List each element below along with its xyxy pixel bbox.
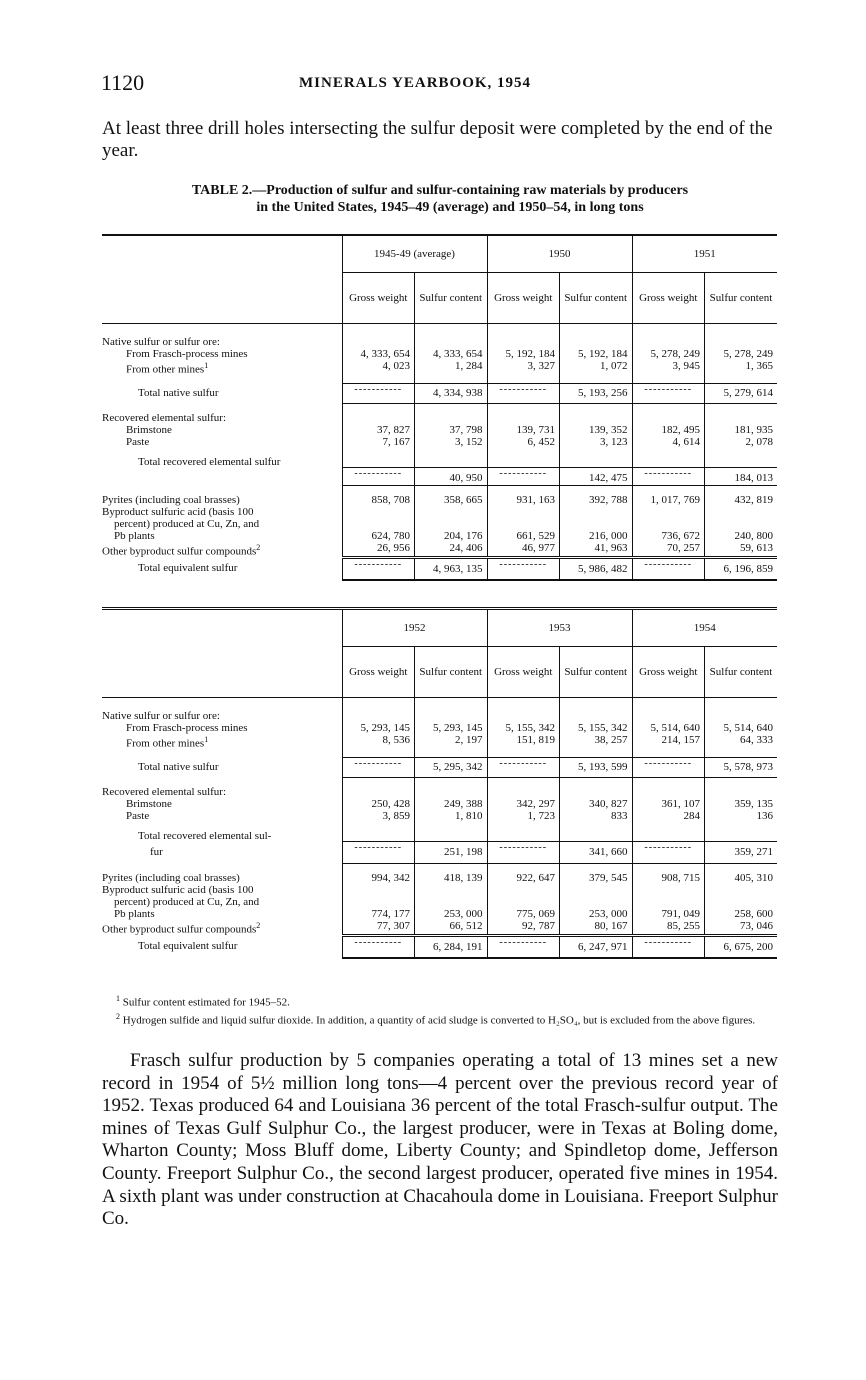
stub-header [102,235,342,273]
dash-cell: ----------- [487,842,560,864]
dash-cell: ----------- [632,384,705,404]
row-label: Total recovered elemental sul- [138,829,272,842]
gross-weight-header: Gross weight [342,273,415,324]
sub-header-row [102,647,777,698]
table-cell: 5, 514, 640 [705,722,778,734]
table-cell: 3, 945 [632,360,705,376]
gross-weight-header: Gross weight [632,273,705,324]
dash-cell: ----------- [632,758,705,778]
page-number: 1120 [101,70,145,95]
dash-cell: ----------- [487,468,560,486]
table-row [102,734,777,750]
row-label: Total equivalent sulfur [138,561,238,574]
table-row [102,698,777,723]
table-cell: 70, 257 [632,542,705,558]
group-header: 1951 [632,235,777,273]
table-cell: 5, 293, 145 [342,722,415,734]
table-cell: 736, 672 [632,506,705,542]
table-cell: 1, 810 [415,810,488,822]
table-cell: 1, 284 [415,360,488,376]
table-row [102,864,777,885]
row-label: Paste [126,435,150,448]
table-cell: 182, 495 [632,424,705,436]
table-row [102,506,777,542]
table-cell: 139, 352 [560,424,633,436]
table-cell: 6, 247, 971 [560,936,633,958]
table-cell: 359, 271 [705,842,778,864]
row-label: Other byproduct sulfur compounds$^2$ [102,921,261,936]
table-cell: 3, 152 [415,436,488,448]
table-cell: 37, 798 [415,424,488,436]
row-label: Paste [126,809,150,822]
table-cell: 4, 963, 135 [415,558,488,580]
table-row [102,722,777,734]
table-cell: 359, 135 [705,798,778,810]
footnote-2: $^2$ Hydrogen sulfide and liquid sulfur dioxide. In addition, a quantity of acid sludge is converted to H₂SO₄, but is excluded from the above figures. [116,1011,756,1027]
production-table-1952-1954 [102,607,777,959]
row-label: Other byproduct sulfur compounds$^2$ [102,543,261,558]
table-cell: 5, 986, 482 [560,558,633,580]
row-label: Total native sulfur [138,760,219,773]
table-cell: 253, 000 [415,884,488,920]
dash-cell: ----------- [487,758,560,778]
table-row [102,542,777,558]
table-cell: 931, 163 [487,486,560,507]
table-cell: 136 [705,810,778,822]
table-cell: 253, 000 [560,884,633,920]
dash-cell: ----------- [487,384,560,404]
table-cell: 833 [560,810,633,822]
row-label: Total recovered elemental sulfur [138,455,281,468]
table-cell: 4, 023 [342,360,415,376]
table-cell: 6, 196, 859 [705,558,778,580]
dash-cell: ----------- [487,558,560,580]
table-cell: 204, 176 [415,506,488,542]
row-label: Brimstone [126,423,172,436]
row-label: Pyrites (including coal brasses) [102,493,240,506]
table-row [102,324,777,349]
table-row-total [102,842,777,864]
table-cell: 361, 107 [632,798,705,810]
sulfur-content-header: Sulfur content [705,647,778,698]
dash-cell: ----------- [487,936,560,958]
group-header: 1952 [342,609,487,647]
row-label: fur [150,845,163,858]
table-cell: 5, 278, 249 [705,348,778,360]
table-cell: 5, 193, 256 [560,384,633,404]
table-cell: 258, 600 [705,884,778,920]
table-cell: 64, 333 [705,734,778,750]
table-cell: 3, 123 [560,436,633,448]
row-heading: Native sulfur or sulfur ore: [102,336,220,348]
table-cell: 342, 297 [487,798,560,810]
gross-weight-header: Gross weight [632,647,705,698]
table-cell: 216, 000 [560,506,633,542]
row-label: From other mines$^1$ [126,361,209,376]
table-row-total [102,468,777,486]
table-row [102,436,777,448]
gross-weight-header: Gross weight [342,647,415,698]
table-row [102,360,777,376]
sulfur-content-header: Sulfur content [415,273,488,324]
dash-cell: ----------- [342,384,415,404]
table-cell: 4, 333, 654 [342,348,415,360]
table-row-total [102,384,777,404]
table-cell: 46, 977 [487,542,560,558]
table-row [102,920,777,936]
table-cell: 151, 819 [487,734,560,750]
table-row [102,486,777,507]
table-cell: 392, 788 [560,486,633,507]
table-cell: 80, 167 [560,920,633,936]
table-cell: 340, 827 [560,798,633,810]
table-cell: 405, 310 [705,864,778,885]
table-cell: 77, 307 [342,920,415,936]
dash-cell: ----------- [342,842,415,864]
table-cell: 214, 157 [632,734,705,750]
table-cell: 26, 956 [342,542,415,558]
table-caption [102,182,778,216]
table-cell: 8, 536 [342,734,415,750]
group-header: 1950 [487,235,632,273]
table-cell: 5, 278, 249 [632,348,705,360]
body-paragraph: Frasch sulfur production by 5 companies operating a total of 13 mines set a new record in 1954 of 5½ million long tons—4 percent over the previous record year of 1952. Texas produced 64 and Louisiana 36 percent of the total Frasch-sulfur output. The mines of Texas Gulf Sulphur Co., the largest producer, were in Texas at Boling dome, Wharton County; Moss Bluff dome, Liberty County; and Spindletop dome, Jefferson County. Freeport Sulphur Co., the second largest producer, operated five mines in 1954. A sixth plant was under construction at Chacahoula dome in Louisiana. Freeport Sulphur Co. [102,1050,778,1230]
table-row [102,348,777,360]
table-row [102,810,777,822]
table-cell: 1, 072 [560,360,633,376]
table-cell: 85, 255 [632,920,705,936]
table-cell: 139, 731 [487,424,560,436]
table-cell: 5, 293, 145 [415,722,488,734]
table-cell: 5, 155, 342 [487,722,560,734]
table-cell: 1, 723 [487,810,560,822]
row-label: Total native sulfur [138,386,219,399]
table-cell: 5, 193, 599 [560,758,633,778]
table-cell: 284 [632,810,705,822]
dash-cell: ----------- [342,936,415,958]
table-row-grand-total [102,936,777,958]
group-header-row [102,235,777,273]
stub-header [102,609,342,647]
row-label: From Frasch-process mines [126,348,248,360]
table-row [102,404,777,424]
table-cell: 2, 078 [705,436,778,448]
sulfur-content-header: Sulfur content [560,647,633,698]
table-cell: 24, 406 [415,542,488,558]
intro-paragraph: At least three drill holes intersecting the sulfur deposit were completed by the end of the year. [102,118,773,161]
dash-cell: ----------- [342,558,415,580]
row-label: Total equivalent sulfur [138,939,238,952]
footnote-1: $^1$ Sulfur content estimated for 1945–52. [116,994,290,1009]
table-cell: 358, 665 [415,486,488,507]
row-label: From Frasch-process mines [126,722,248,734]
table-cell: 251, 198 [415,842,488,864]
table-cell: 6, 284, 191 [415,936,488,958]
table-row [102,798,777,810]
running-title: MINERALS YEARBOOK, 1954 [299,75,532,91]
dash-cell: ----------- [632,936,705,958]
gross-weight-header: Gross weight [487,273,560,324]
table-cell: 4, 333, 654 [415,348,488,360]
table-cell: 41, 963 [560,542,633,558]
table-cell: 184, 013 [705,468,778,486]
caption-line-1: TABLE 2.—Production of sulfur and sulfur-containing raw materials by producers [191,183,689,198]
table-cell: 994, 342 [342,864,415,885]
row-label: Byproduct sulfuric acid (basis 100 percent) produced at Cu, Zn, and Pb plants [102,506,260,543]
table-cell: 4, 334, 938 [415,384,488,404]
table-row [102,884,777,920]
table-cell: 432, 819 [705,486,778,507]
table-row [102,424,777,436]
table-row [102,778,777,798]
group-header: 1954 [632,609,777,647]
table-cell: 5, 279, 614 [705,384,778,404]
table-cell: 1, 017, 769 [632,486,705,507]
table-cell: 341, 660 [560,842,633,864]
table-cell: 38, 257 [560,734,633,750]
table-cell: 3, 859 [342,810,415,822]
row-label: Brimstone [126,797,172,810]
group-header: 1945-49 (average) [342,235,487,273]
table-cell: 1, 365 [705,360,778,376]
table-cell: 66, 512 [415,920,488,936]
sub-header-row [102,273,777,324]
table-cell: 5, 578, 973 [705,758,778,778]
row-heading: Recovered elemental sulfur: [102,785,227,798]
table-cell: 6, 675, 200 [705,936,778,958]
table-cell: 379, 545 [560,864,633,885]
table-row-grand-total [102,558,777,580]
table-cell: 5, 192, 184 [560,348,633,360]
dash-cell: ----------- [342,758,415,778]
stub-header [102,647,342,698]
table-cell: 908, 715 [632,864,705,885]
table-cell: 774, 177 [342,884,415,920]
sulfur-content-header: Sulfur content [705,273,778,324]
dash-cell: ----------- [632,558,705,580]
table-cell: 250, 428 [342,798,415,810]
row-heading: Native sulfur or sulfur ore: [102,710,220,722]
table-row-total [102,758,777,778]
table-cell: 4, 614 [632,436,705,448]
production-table-1945-1951 [102,234,777,581]
row-label: From other mines$^1$ [126,735,209,750]
table-cell: 7, 167 [342,436,415,448]
row-label: Pyrites (including coal brasses) [102,871,240,884]
sulfur-content-header: Sulfur content [560,273,633,324]
gross-weight-header: Gross weight [487,647,560,698]
table-cell: 2, 197 [415,734,488,750]
stub-header [102,273,342,324]
row-label: Byproduct sulfuric acid (basis 100 percent) produced at Cu, Zn, and Pb plants [102,884,260,921]
caption-line-2: in the United States, 1945–49 (average) and 1950–54, in long tons [256,200,644,215]
dash-cell: ----------- [632,468,705,486]
table-cell: 418, 139 [415,864,488,885]
table-cell: 37, 827 [342,424,415,436]
table-cell: 661, 529 [487,506,560,542]
table-cell: 5, 155, 342 [560,722,633,734]
page-header [101,70,777,100]
table-cell: 6, 452 [487,436,560,448]
group-header-row [102,609,777,647]
table-cell: 142, 475 [560,468,633,486]
table-cell: 59, 613 [705,542,778,558]
table-cell: 92, 787 [487,920,560,936]
table-cell: 73, 046 [705,920,778,936]
table-cell: 240, 800 [705,506,778,542]
group-header: 1953 [487,609,632,647]
dash-cell: ----------- [632,842,705,864]
footnotes [102,992,778,1027]
table-cell: 5, 295, 342 [415,758,488,778]
table-cell: 249, 388 [415,798,488,810]
table-cell: 858, 708 [342,486,415,507]
table-cell: 40, 950 [415,468,488,486]
dash-cell: ----------- [342,468,415,486]
sulfur-content-header: Sulfur content [415,647,488,698]
table-cell: 5, 192, 184 [487,348,560,360]
row-heading: Recovered elemental sulfur: [102,411,227,424]
table-cell: 791, 049 [632,884,705,920]
table-cell: 922, 647 [487,864,560,885]
table-cell: 3, 327 [487,360,560,376]
table-cell: 5, 514, 640 [632,722,705,734]
table-cell: 181, 935 [705,424,778,436]
table-cell: 624, 780 [342,506,415,542]
table-cell: 775, 069 [487,884,560,920]
